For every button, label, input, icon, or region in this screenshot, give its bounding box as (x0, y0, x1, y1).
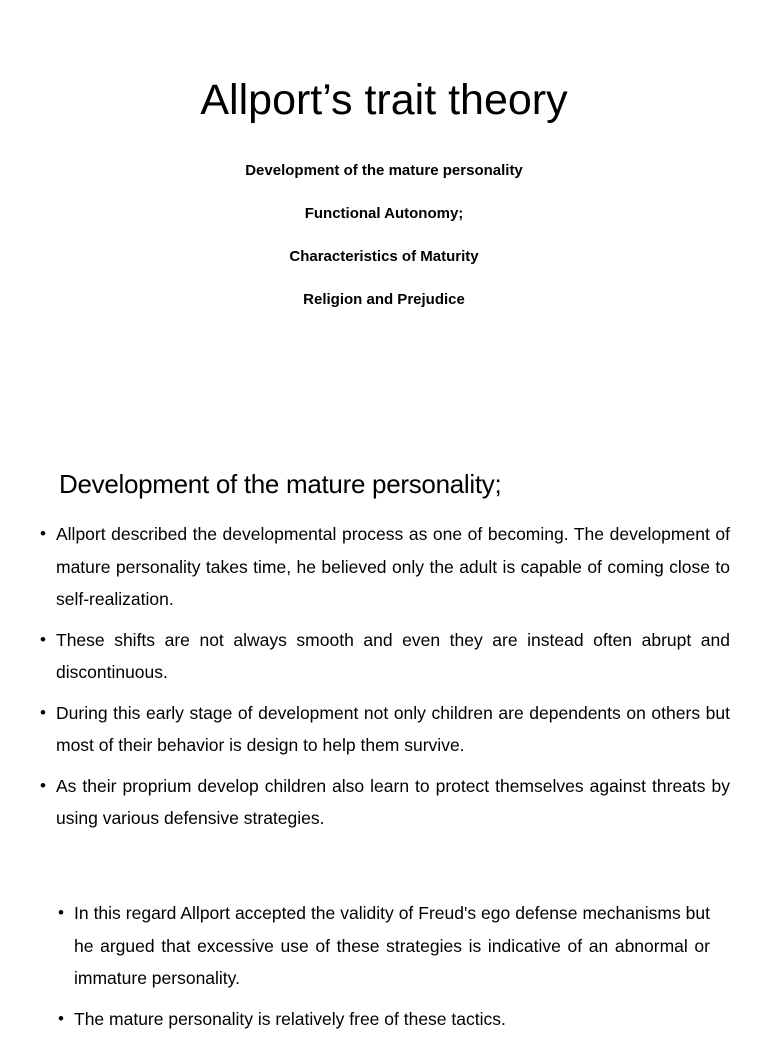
bullet-dot: • (58, 903, 64, 922)
bullet-item (40, 518, 730, 616)
bullet-dot: • (40, 629, 46, 649)
bullet-text: During this early stage of development not only children are dependents on others but most of their behavior is design to help them survive. (56, 702, 730, 755)
bullet-text: Allport described the developmental process as one of becoming. The development of mature personality takes time, he believed only the adult is capable of coming close to self-realization. (56, 524, 730, 609)
bullet-item (58, 1003, 710, 1036)
topic-item: Functional Autonomy; (304, 205, 464, 222)
slide-title: Allport’s trait theory (200, 76, 568, 124)
bullet-dot: • (40, 702, 46, 722)
bullet-item (40, 770, 730, 835)
section-heading: Development of the mature personality; (59, 469, 502, 499)
bullet-dot: • (40, 775, 46, 795)
bullet-dot: • (40, 524, 46, 543)
topic-item: Characteristics of Maturity (289, 248, 479, 265)
bullet-text: These shifts are not always smooth and even they are instead often abrupt and discontinuous. (56, 629, 730, 682)
bullet-item (58, 897, 710, 995)
bullet-list (40, 518, 730, 843)
bullet-item (40, 624, 730, 689)
bullet-text: In this regard Allport accepted the validity of Freud's ego defense mechanisms but he argued that excessive use of these strategies is indicative of an abnormal or immature personality. (74, 903, 710, 988)
bullet-item (40, 697, 730, 762)
bullet-dot: • (58, 1008, 64, 1028)
bullet-text: The mature personality is relatively free of these tactics. (74, 1008, 506, 1029)
bullet-list-continued (58, 897, 710, 1043)
topic-list (0, 160, 768, 332)
topic-item: Religion and Prejudice (303, 291, 465, 308)
bullet-text: As their proprium develop children also learn to protect themselves against threats by using various defensive strategies. (56, 775, 730, 828)
topic-item: Development of the mature personality (245, 162, 523, 179)
